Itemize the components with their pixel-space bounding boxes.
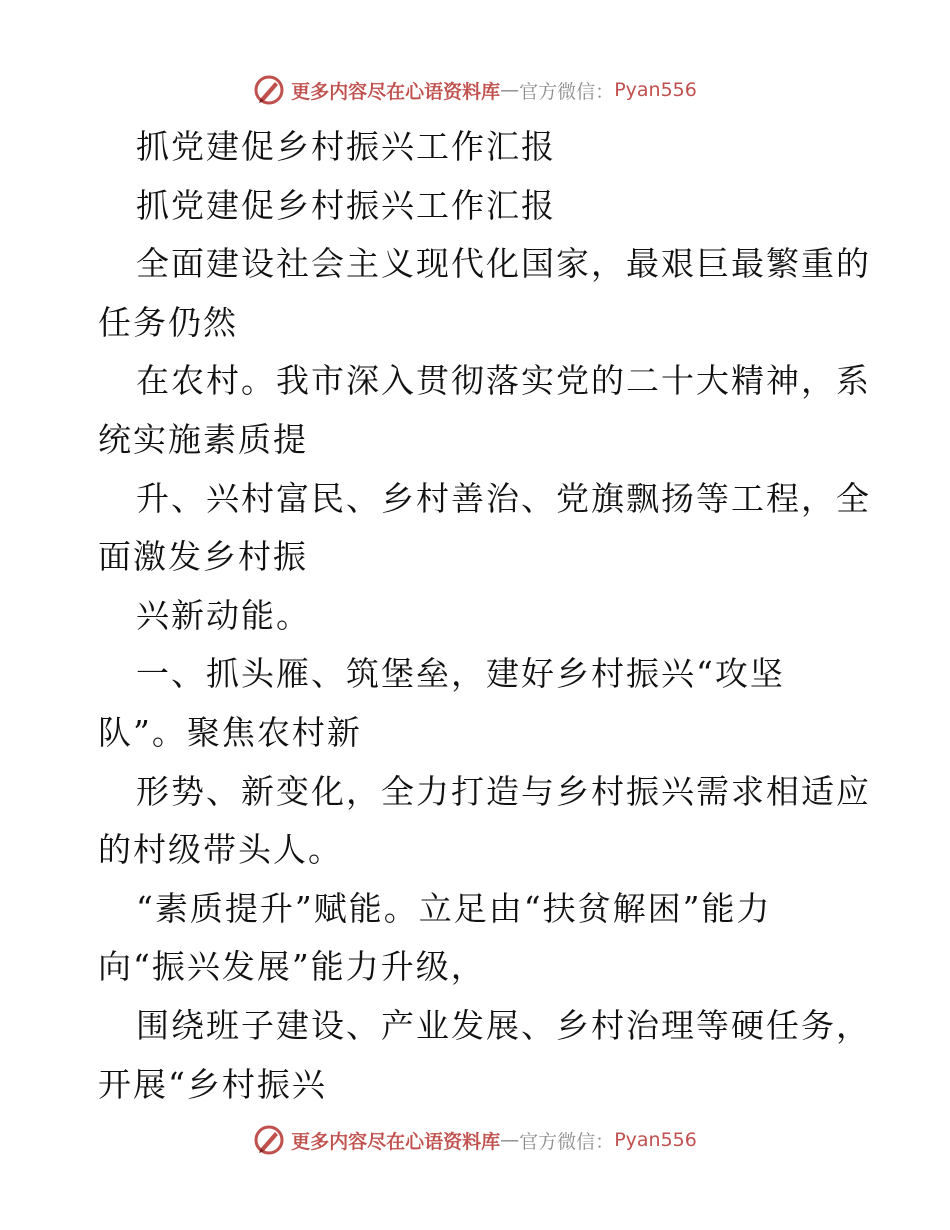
text-line: 形势、新变化，全力打造与乡村振兴需求相适应 [136, 771, 871, 811]
text-line: 升、兴村富民、乡村善治、党旗飘扬等工程，全 [136, 478, 871, 518]
banner-sub-text: 官方微信： [519, 1130, 615, 1153]
text-line: 抓党建促乡村振兴工作汇报 [136, 127, 556, 166]
banner-main-text: 更多内容尽在心语资料库 [291, 1130, 501, 1153]
text-line: “素质提升”赋能。立足由“扶贫解困”能力 [136, 888, 772, 928]
text-line: 兴新动能。 [136, 595, 311, 635]
text-line: 向“振兴发展”能力升级， [98, 947, 486, 987]
footer-banner [0, 1120, 950, 1160]
text-line: 一、抓头雁、筑堡垒，建好乡村振兴“攻坚 [136, 654, 785, 694]
text-line: 任务仍然 [98, 302, 238, 342]
document-body [98, 118, 871, 1114]
pen-logo-icon [253, 74, 285, 106]
text-line: 的村级带头人。 [98, 830, 343, 870]
text-line: 围绕班子建设、产业发展、乡村治理等硬任务， [136, 1005, 871, 1045]
banner-dash: — [500, 79, 520, 101]
banner-sub-text: 官方微信： [519, 80, 615, 103]
text-line: 开展“乡村振兴 [98, 1064, 327, 1104]
header-banner [0, 70, 950, 110]
banner-main-text: 更多内容尽在心语资料库 [291, 80, 501, 103]
text-line: 在农村。我市深入贯彻落实党的二十大精神，系 [136, 361, 871, 401]
text-line: 队”。聚焦农村新 [98, 712, 362, 752]
text-line: 面激发乡村振 [98, 537, 308, 577]
text-line: 统实施素质提 [98, 419, 308, 459]
pen-logo-icon [253, 1124, 285, 1156]
banner-dash: — [500, 1129, 520, 1151]
text-line: 全面建设社会主义现代化国家，最艰巨最繁重的 [136, 244, 871, 284]
banner-wechat-id: Pyan556 [614, 79, 697, 101]
banner-wechat-id: Pyan556 [614, 1129, 697, 1151]
text-line: 抓党建促乡村振兴工作汇报 [136, 185, 556, 225]
